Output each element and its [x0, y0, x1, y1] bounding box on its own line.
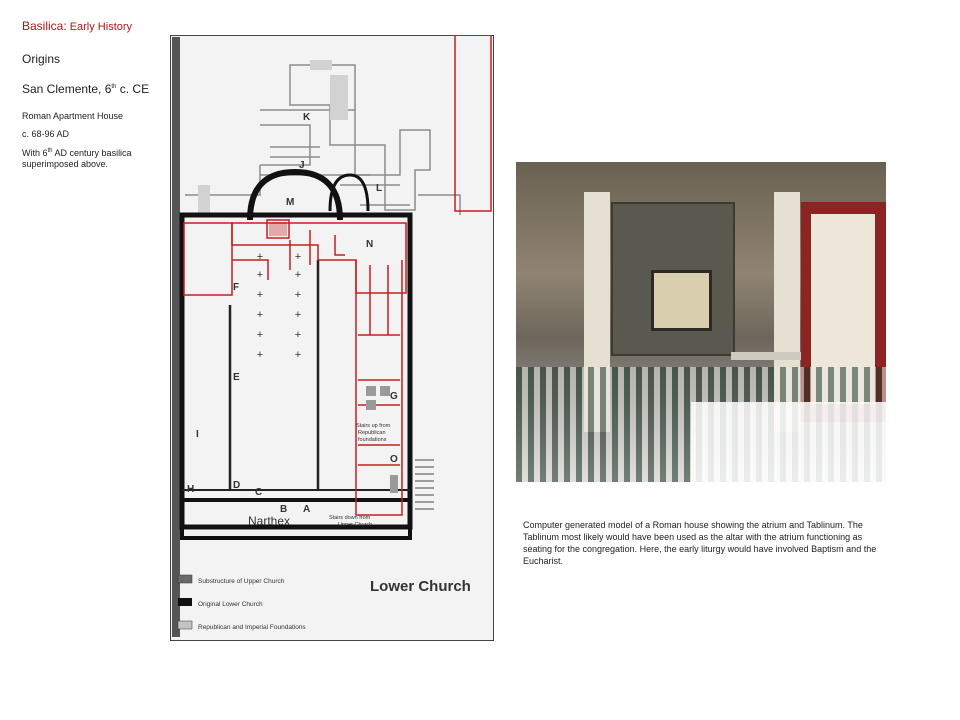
note-sup: th — [47, 148, 53, 154]
svg-text:Stairs down from: Stairs down from — [329, 515, 371, 521]
overlay-apse-fill — [269, 222, 287, 236]
room-label-i: I — [196, 429, 199, 440]
building-note — [22, 146, 142, 170]
svg-text:+: + — [256, 251, 264, 263]
church-era: c. CE — [116, 82, 150, 96]
title-main: Basilica: — [22, 19, 67, 33]
plan-frame — [171, 36, 494, 641]
room-label-g: G — [390, 391, 398, 402]
room-label-m: M — [286, 197, 295, 208]
svg-text:+: + — [256, 329, 264, 341]
stairs-up-label — [356, 423, 391, 443]
building-type: Roman Apartment House — [22, 111, 124, 121]
church-heading — [22, 82, 149, 96]
room-label-b: B — [280, 504, 288, 515]
svg-text:+: + — [294, 289, 302, 301]
svg-text:+: + — [256, 309, 264, 321]
room-label-f: F — [233, 282, 240, 293]
title-sub: Early History — [69, 21, 133, 33]
svg-text:+: + — [256, 349, 264, 361]
legend-label-substructure: Substructure of Upper Church — [198, 578, 285, 585]
svg-text:+: + — [256, 289, 264, 301]
lower-church-title: Lower Church — [370, 578, 471, 595]
room-label-a: A — [303, 504, 311, 515]
room-label-e: E — [233, 372, 240, 383]
room-label-d: D — [233, 480, 241, 491]
marble-table — [731, 352, 801, 360]
tablinum-window — [651, 270, 712, 331]
note-post: AD century basilica superimposed above. — [22, 148, 132, 169]
section-heading: Origins — [22, 52, 61, 66]
svg-text:Stairs up from: Stairs up from — [356, 423, 391, 429]
room-label-k: K — [303, 112, 311, 123]
note-pre: With 6 — [22, 148, 48, 158]
slide-title — [22, 19, 132, 33]
room-label-n: N — [366, 239, 374, 250]
room-label-j: J — [299, 160, 305, 171]
plan-left-edge — [172, 37, 180, 637]
church-name: San Clemente, 6 — [22, 82, 112, 96]
svg-text:+: + — [294, 309, 302, 321]
room-label-h: H — [187, 484, 195, 495]
legend-label-foundations: Republican and Imperial Foundations — [198, 624, 306, 631]
legend-swatch-foundations — [178, 621, 192, 629]
church-ordinal: th — [111, 84, 117, 90]
floor-plan — [170, 35, 494, 641]
svg-text:+: + — [294, 349, 302, 361]
svg-text:+: + — [294, 269, 302, 281]
room-label-c: C — [255, 487, 263, 498]
svg-text:+: + — [294, 329, 302, 341]
impluvium-pool — [691, 402, 886, 482]
building-date: c. 68-96 AD — [22, 129, 70, 139]
legend-swatch-substructure — [178, 575, 192, 583]
legend-swatch-original — [178, 598, 192, 606]
narthex-label: Narthex — [248, 514, 291, 528]
svg-text:+: + — [256, 269, 264, 281]
svg-text:Republican: Republican — [358, 430, 386, 436]
svg-text:+: + — [294, 251, 302, 263]
photo-caption: Computer generated model of a Roman house showing the atrium and Tablinum. The Tablinum most likely would have been used as the altar with the atrium functioning as seating for the congregation. Here, the early liturgy would have involved Baptism and the Eucharist. — [523, 520, 877, 566]
legend-label-original: Original Lower Church — [198, 601, 263, 608]
svg-text:foundations: foundations — [358, 437, 387, 443]
room-label-l: L — [376, 183, 383, 194]
roman-house-model-image — [516, 162, 886, 482]
svg-text:Upper Church: Upper Church — [338, 522, 373, 528]
room-label-o: O — [390, 454, 398, 465]
